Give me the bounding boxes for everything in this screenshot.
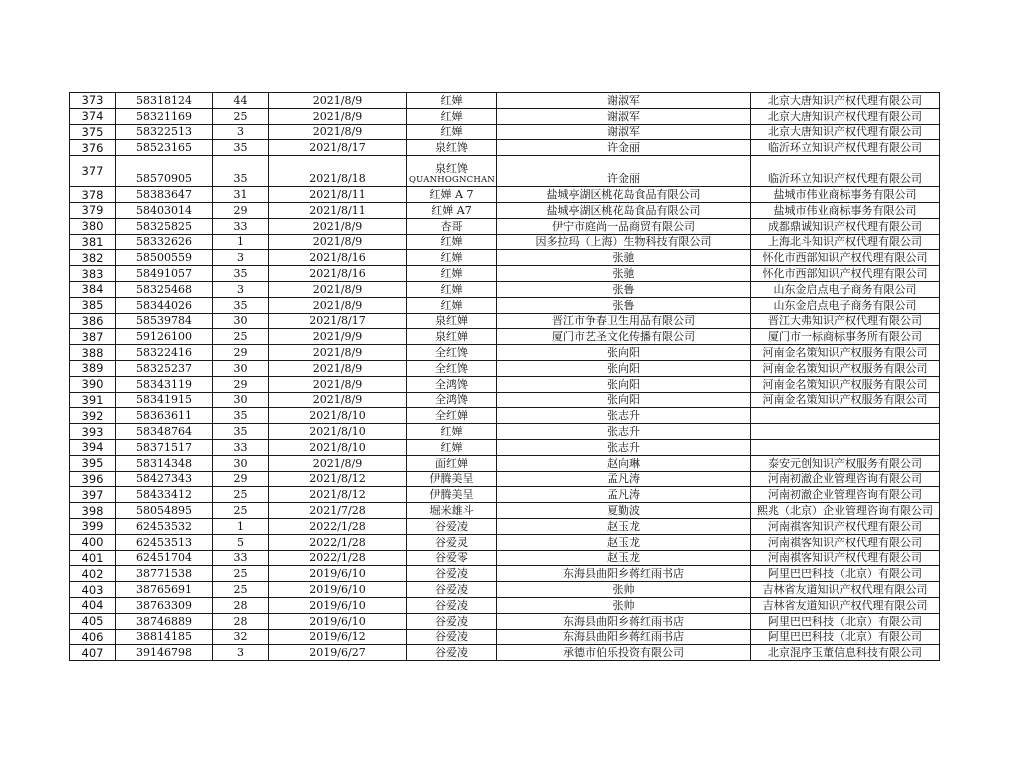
class-number: 30 [213, 392, 269, 408]
trademark-name [407, 156, 497, 187]
trademark-name: 谷爱凌 [407, 566, 497, 582]
class-number: 25 [213, 503, 269, 519]
row-number: 376 [70, 140, 116, 156]
row-number: 407 [70, 645, 116, 661]
application-date: 2021/8/9 [269, 360, 407, 376]
table-row [70, 518, 940, 534]
application-date: 2022/1/28 [269, 534, 407, 550]
table-row [70, 471, 940, 487]
row-number: 373 [70, 93, 116, 109]
row-number: 399 [70, 518, 116, 534]
registration-number: 38771538 [116, 566, 213, 582]
application-date: 2021/8/12 [269, 471, 407, 487]
application-date: 2021/8/9 [269, 392, 407, 408]
row-number: 375 [70, 124, 116, 140]
row-number: 405 [70, 613, 116, 629]
row-number: 382 [70, 250, 116, 266]
application-date: 2022/1/28 [269, 550, 407, 566]
registration-number: 59126100 [116, 329, 213, 345]
agent-name: 泰安元创知识产权服务有限公司 [751, 455, 940, 471]
trademark-name: 红婵 [407, 424, 497, 440]
application-date: 2022/1/28 [269, 518, 407, 534]
agent-name: 山东金启点电子商务有限公司 [751, 281, 940, 297]
application-date: 2021/7/28 [269, 503, 407, 519]
application-date: 2019/6/12 [269, 629, 407, 645]
applicant-name: 谢淑军 [497, 93, 751, 109]
class-number: 29 [213, 345, 269, 361]
class-number: 35 [213, 140, 269, 156]
row-number: 380 [70, 218, 116, 234]
registration-number: 58325825 [116, 218, 213, 234]
applicant-name: 赵玉龙 [497, 550, 751, 566]
trademark-name: 红婵 [407, 281, 497, 297]
registration-number: 58348764 [116, 424, 213, 440]
applicant-name: 承德市伯乐投资有限公司 [497, 645, 751, 661]
application-date: 2021/8/16 [269, 266, 407, 282]
row-number: 389 [70, 360, 116, 376]
row-number: 386 [70, 313, 116, 329]
trademark-name: 红婵 A7 [407, 202, 497, 218]
applicant-name: 夏勤波 [497, 503, 751, 519]
trademark-name: 全红馋 [407, 345, 497, 361]
application-date: 2021/8/9 [269, 234, 407, 250]
row-number: 381 [70, 234, 116, 250]
registration-number: 58332626 [116, 234, 213, 250]
row-number: 394 [70, 439, 116, 455]
applicant-name: 张向阳 [497, 360, 751, 376]
agent-name: 临沂环立知识产权代理有限公司 [751, 156, 940, 187]
applicant-name: 张志升 [497, 439, 751, 455]
registration-number: 58054895 [116, 503, 213, 519]
table-row [70, 487, 940, 503]
trademark-name: 谷爱凌 [407, 597, 497, 613]
applicant-name: 东海县曲阳乡蒋红雨书店 [497, 566, 751, 582]
row-number: 392 [70, 408, 116, 424]
registration-number: 38746889 [116, 613, 213, 629]
agent-name: 盐城市伟业商标事务有限公司 [751, 187, 940, 203]
table-row [70, 140, 940, 156]
application-date: 2021/8/11 [269, 202, 407, 218]
applicant-name: 伊宁市庭尚一品商贸有限公司 [497, 218, 751, 234]
registration-number: 58341915 [116, 392, 213, 408]
applicant-name: 孟凡涛 [497, 487, 751, 503]
trademark-name: 谷爱灵 [407, 534, 497, 550]
row-number: 393 [70, 424, 116, 440]
application-date: 2021/8/18 [269, 156, 407, 187]
applicant-name: 孟凡涛 [497, 471, 751, 487]
class-number: 35 [213, 266, 269, 282]
agent-name: 阿里巴巴科技（北京）有限公司 [751, 566, 940, 582]
table-row [70, 281, 940, 297]
applicant-name: 张志升 [497, 424, 751, 440]
table-row [70, 250, 940, 266]
row-number: 374 [70, 108, 116, 124]
applicant-name: 赵玉龙 [497, 534, 751, 550]
class-number: 1 [213, 518, 269, 534]
class-number: 35 [213, 156, 269, 187]
application-date: 2021/9/9 [269, 329, 407, 345]
registration-number: 62453532 [116, 518, 213, 534]
table-row [70, 187, 940, 203]
agent-name: 阿里巴巴科技（北京）有限公司 [751, 629, 940, 645]
trademark-name: 红婵 [407, 266, 497, 282]
table-row [70, 597, 940, 613]
applicant-name: 张驰 [497, 250, 751, 266]
agent-name [751, 424, 940, 440]
class-number: 33 [213, 439, 269, 455]
registration-number: 58570905 [116, 156, 213, 187]
applicant-name: 张帅 [497, 582, 751, 598]
trademark-name: 红婵 [407, 108, 497, 124]
table-row [70, 124, 940, 140]
class-number: 25 [213, 582, 269, 598]
row-number: 384 [70, 281, 116, 297]
class-number: 35 [213, 408, 269, 424]
row-number: 396 [70, 471, 116, 487]
agent-name: 北京混序玉董信息科技有限公司 [751, 645, 940, 661]
class-number: 3 [213, 645, 269, 661]
class-number: 28 [213, 597, 269, 613]
registration-number: 58325237 [116, 360, 213, 376]
agent-name: 盐城市伟业商标事务有限公司 [751, 202, 940, 218]
table-row [70, 645, 940, 661]
trademark-name: 杏哥 [407, 218, 497, 234]
agent-name: 河南金名策知识产权服务有限公司 [751, 360, 940, 376]
registration-number: 58539784 [116, 313, 213, 329]
row-number: 378 [70, 187, 116, 203]
class-number: 29 [213, 471, 269, 487]
application-date: 2021/8/9 [269, 297, 407, 313]
class-number: 25 [213, 108, 269, 124]
application-date: 2021/8/9 [269, 218, 407, 234]
application-date: 2021/8/9 [269, 281, 407, 297]
class-number: 28 [213, 613, 269, 629]
row-number: 379 [70, 202, 116, 218]
applicant-name: 晋江市争春卫生用品有限公司 [497, 313, 751, 329]
row-number: 388 [70, 345, 116, 361]
row-number: 385 [70, 297, 116, 313]
table-row [70, 455, 940, 471]
row-number: 403 [70, 582, 116, 598]
agent-name: 河南金名策知识产权服务有限公司 [751, 345, 940, 361]
class-number: 30 [213, 313, 269, 329]
trademark-name: 伊腾美呈 [407, 487, 497, 503]
row-number: 391 [70, 392, 116, 408]
application-date: 2021/8/16 [269, 250, 407, 266]
agent-name [751, 408, 940, 424]
trademark-name: 谷爱凌 [407, 629, 497, 645]
row-number: 404 [70, 597, 116, 613]
registration-number: 38814185 [116, 629, 213, 645]
table-row [70, 345, 940, 361]
class-number: 3 [213, 250, 269, 266]
table-row [70, 503, 940, 519]
row-number: 387 [70, 329, 116, 345]
table-row [70, 108, 940, 124]
table-row [70, 234, 940, 250]
application-date: 2021/8/10 [269, 439, 407, 455]
registration-number: 58403014 [116, 202, 213, 218]
row-number: 390 [70, 376, 116, 392]
application-date: 2021/8/9 [269, 93, 407, 109]
registration-number: 58343119 [116, 376, 213, 392]
applicant-name: 张志升 [497, 408, 751, 424]
table-row [70, 629, 940, 645]
application-date: 2021/8/9 [269, 124, 407, 140]
row-number: 400 [70, 534, 116, 550]
registration-number: 58314348 [116, 455, 213, 471]
trademark-name: 堀米雄斗 [407, 503, 497, 519]
class-number: 5 [213, 534, 269, 550]
class-number: 44 [213, 93, 269, 109]
applicant-name: 张向阳 [497, 345, 751, 361]
table-row [70, 566, 940, 582]
agent-name: 吉林省友道知识产权代理有限公司 [751, 582, 940, 598]
class-number: 35 [213, 297, 269, 313]
table-row [70, 202, 940, 218]
registration-number: 58383647 [116, 187, 213, 203]
applicant-name: 谢淑军 [497, 108, 751, 124]
agent-name: 北京大唐知识产权代理有限公司 [751, 108, 940, 124]
application-date: 2019/6/10 [269, 613, 407, 629]
trademark-name: 谷爱凌 [407, 518, 497, 534]
class-number: 32 [213, 629, 269, 645]
registration-number: 38765691 [116, 582, 213, 598]
table-row [70, 613, 940, 629]
registration-number: 58322416 [116, 345, 213, 361]
row-number: 406 [70, 629, 116, 645]
row-number: 383 [70, 266, 116, 282]
agent-name: 熙兆（北京）企业管理咨询有限公司 [751, 503, 940, 519]
registration-number: 62451704 [116, 550, 213, 566]
agent-name: 山东金启点电子商务有限公司 [751, 297, 940, 313]
table-row [70, 156, 940, 187]
registration-number: 58321169 [116, 108, 213, 124]
trademark-name: 泉红婵 [407, 329, 497, 345]
class-number: 25 [213, 329, 269, 345]
table-row [70, 582, 940, 598]
class-number: 30 [213, 360, 269, 376]
application-date: 2021/8/9 [269, 376, 407, 392]
table-row [70, 424, 940, 440]
table-row [70, 313, 940, 329]
applicant-name: 东海县曲阳乡蒋红雨书店 [497, 613, 751, 629]
table-row [70, 392, 940, 408]
trademark-name: 面红婵 [407, 455, 497, 471]
agent-name: 成都鼎诚知识产权代理有限公司 [751, 218, 940, 234]
table-row [70, 408, 940, 424]
agent-name: 北京大唐知识产权代理有限公司 [751, 93, 940, 109]
agent-name: 阿里巴巴科技（北京）有限公司 [751, 613, 940, 629]
class-number: 29 [213, 202, 269, 218]
registration-number: 58523165 [116, 140, 213, 156]
applicant-name: 厦门市艺圣文化传播有限公司 [497, 329, 751, 345]
application-date: 2021/8/9 [269, 455, 407, 471]
trademark-name: 全红馋 [407, 360, 497, 376]
trademark-name: 红婵 [407, 250, 497, 266]
registration-number: 39146798 [116, 645, 213, 661]
registration-number: 58491057 [116, 266, 213, 282]
class-number: 30 [213, 455, 269, 471]
agent-name: 河南初澈企业管理咨询有限公司 [751, 471, 940, 487]
registration-number: 58322513 [116, 124, 213, 140]
row-number: 377 [70, 156, 116, 187]
trademark-name: 谷爱凌 [407, 645, 497, 661]
class-number: 1 [213, 234, 269, 250]
class-number: 3 [213, 124, 269, 140]
trademark-name: 红婵 [407, 297, 497, 313]
agent-name: 北京大唐知识产权代理有限公司 [751, 124, 940, 140]
table-row [70, 329, 940, 345]
registration-number: 58318124 [116, 93, 213, 109]
class-number: 29 [213, 376, 269, 392]
class-number: 33 [213, 218, 269, 234]
trademark-name: 谷爱零 [407, 550, 497, 566]
agent-name: 河南祺客知识产权代理有限公司 [751, 518, 940, 534]
table-row [70, 218, 940, 234]
applicant-name: 盐城亭湖区桃花岛食品有限公司 [497, 202, 751, 218]
applicant-name: 因多拉玛（上海）生物科技有限公司 [497, 234, 751, 250]
trademark-name: 泉红婵 [407, 313, 497, 329]
application-date: 2021/8/10 [269, 424, 407, 440]
trademark-name: 谷爱凌 [407, 613, 497, 629]
agent-name: 吉林省友道知识产权代理有限公司 [751, 597, 940, 613]
application-date: 2021/8/9 [269, 345, 407, 361]
application-date: 2021/8/17 [269, 140, 407, 156]
registration-number: 58427343 [116, 471, 213, 487]
table-row [70, 297, 940, 313]
table-row [70, 266, 940, 282]
trademark-name: 红婵 [407, 124, 497, 140]
agent-name: 河南初澈企业管理咨询有限公司 [751, 487, 940, 503]
applicant-name: 东海县曲阳乡蒋红雨书店 [497, 629, 751, 645]
agent-name [751, 439, 940, 455]
agent-name: 河南金名策知识产权服务有限公司 [751, 392, 940, 408]
agent-name: 河南祺客知识产权代理有限公司 [751, 534, 940, 550]
trademark-name: 泉红馋 [407, 140, 497, 156]
applicant-name: 赵玉龙 [497, 518, 751, 534]
applicant-name: 张向阳 [497, 376, 751, 392]
registration-number: 58433412 [116, 487, 213, 503]
applicant-name: 张驰 [497, 266, 751, 282]
class-number: 31 [213, 187, 269, 203]
registration-number: 58344026 [116, 297, 213, 313]
agent-name: 厦门市一标商标事务所有限公司 [751, 329, 940, 345]
row-number: 398 [70, 503, 116, 519]
row-number: 397 [70, 487, 116, 503]
applicant-name: 张向阳 [497, 392, 751, 408]
application-date: 2019/6/27 [269, 645, 407, 661]
applicant-name: 张鲁 [497, 297, 751, 313]
applicant-name: 许金丽 [497, 156, 751, 187]
trademark-name: 全鸿馋 [407, 376, 497, 392]
application-date: 2021/8/12 [269, 487, 407, 503]
application-date: 2021/8/17 [269, 313, 407, 329]
application-date: 2019/6/10 [269, 566, 407, 582]
applicant-name: 张帅 [497, 597, 751, 613]
registration-number: 62453513 [116, 534, 213, 550]
class-number: 35 [213, 424, 269, 440]
class-number: 33 [213, 550, 269, 566]
registration-number: 58325468 [116, 281, 213, 297]
agent-name: 河南祺客知识产权代理有限公司 [751, 550, 940, 566]
trademark-pinyin: QUANHOGNCHAN [409, 175, 495, 186]
table-row [70, 439, 940, 455]
row-number: 401 [70, 550, 116, 566]
agent-name: 临沂环立知识产权代理有限公司 [751, 140, 940, 156]
table-row [70, 376, 940, 392]
agent-name: 怀化市西部知识产权代理有限公司 [751, 250, 940, 266]
trademark-name: 全鸿馋 [407, 392, 497, 408]
row-number: 395 [70, 455, 116, 471]
trademark-name-text: 泉红馋 [435, 162, 468, 176]
application-date: 2019/6/10 [269, 597, 407, 613]
registration-number: 58363611 [116, 408, 213, 424]
trademark-name: 红婵 [407, 439, 497, 455]
trademark-name: 伊腾美呈 [407, 471, 497, 487]
registration-number: 38763309 [116, 597, 213, 613]
trademark-name: 红婵 [407, 234, 497, 250]
agent-name: 怀化市西部知识产权代理有限公司 [751, 266, 940, 282]
table-row [70, 534, 940, 550]
trademark-table [69, 92, 940, 661]
agent-name: 河南金名策知识产权服务有限公司 [751, 376, 940, 392]
registration-number: 58500559 [116, 250, 213, 266]
application-date: 2021/8/10 [269, 408, 407, 424]
trademark-name: 红婵 [407, 93, 497, 109]
table-body [70, 93, 940, 661]
trademark-name: 全红婵 [407, 408, 497, 424]
table-row [70, 93, 940, 109]
agent-name: 上海北斗知识产权代理有限公司 [751, 234, 940, 250]
applicant-name: 盐城亭湖区桃花岛食品有限公司 [497, 187, 751, 203]
trademark-name: 红婵 A 7 [407, 187, 497, 203]
application-date: 2021/8/11 [269, 187, 407, 203]
applicant-name: 赵向琳 [497, 455, 751, 471]
trademark-name: 谷爱凌 [407, 582, 497, 598]
agent-name: 晋江大弗知识产权代理有限公司 [751, 313, 940, 329]
class-number: 25 [213, 487, 269, 503]
application-date: 2021/8/9 [269, 108, 407, 124]
registration-number: 58371517 [116, 439, 213, 455]
class-number: 3 [213, 281, 269, 297]
applicant-name: 张鲁 [497, 281, 751, 297]
application-date: 2019/6/10 [269, 582, 407, 598]
document-page [69, 92, 939, 661]
class-number: 25 [213, 566, 269, 582]
applicant-name: 谢淑军 [497, 124, 751, 140]
table-row [70, 360, 940, 376]
table-row [70, 550, 940, 566]
row-number: 402 [70, 566, 116, 582]
applicant-name: 许金丽 [497, 140, 751, 156]
